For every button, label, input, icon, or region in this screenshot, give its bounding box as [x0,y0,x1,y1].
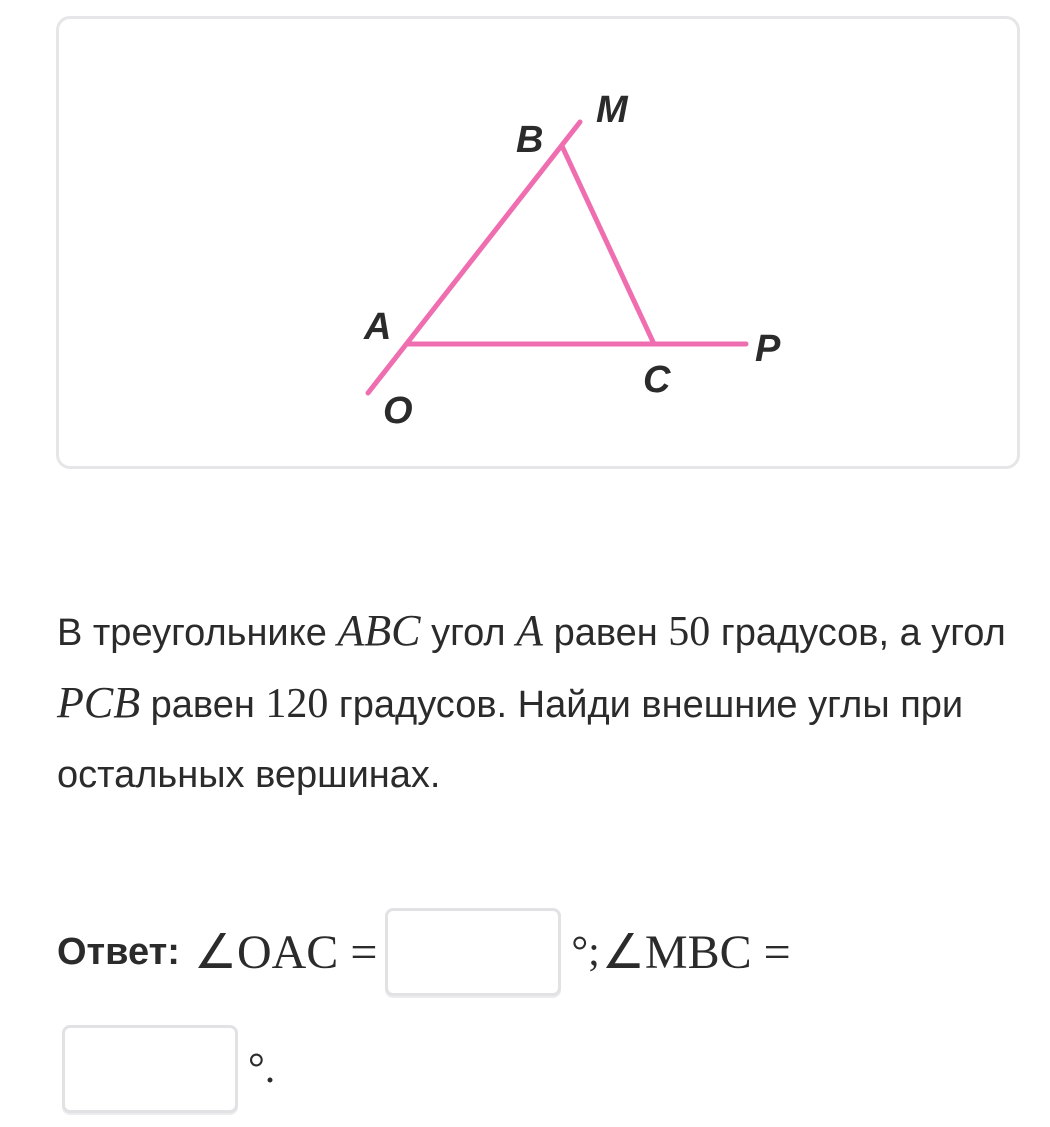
label-m: M [596,89,628,131]
label-p: P [755,328,781,370]
label-b: B [516,119,544,161]
problem-text [57,596,1017,810]
triangle-figure [59,19,1023,472]
angle-oac-input[interactable] [385,908,561,996]
label-o: O [383,390,413,432]
number-120: 120 [265,681,329,727]
problem-text-part: градусов. Найди внешние углы при остальных вершинах. [57,684,964,796]
problem-text-part: В треугольнике [57,612,338,654]
segment-bc [562,146,654,344]
figure-card [56,16,1020,469]
ray-oam [368,122,580,393]
math-pcb: PCB [57,678,141,727]
number-50: 50 [668,609,711,655]
label-c: C [643,359,671,401]
angle-mbc-label: ∠MBC = [601,926,791,979]
label-a: A [364,306,392,348]
problem-text-part: градусов, а угол [710,612,1006,654]
problem-text-part: угол [420,612,517,654]
answer-label: Ответ: [57,930,180,973]
degree-separator: °; [571,929,600,975]
angle-oac-label: ∠OAC = [193,926,378,979]
math-abc: ABC [337,606,421,655]
problem-text-part: равен [140,684,266,726]
problem-text-part: равен [543,612,669,654]
angle-mbc-input[interactable] [62,1025,238,1113]
degree-end: °. [248,1046,276,1092]
answer-row-2 [62,1023,275,1115]
answer-row [57,906,791,998]
math-a: A [516,606,544,655]
